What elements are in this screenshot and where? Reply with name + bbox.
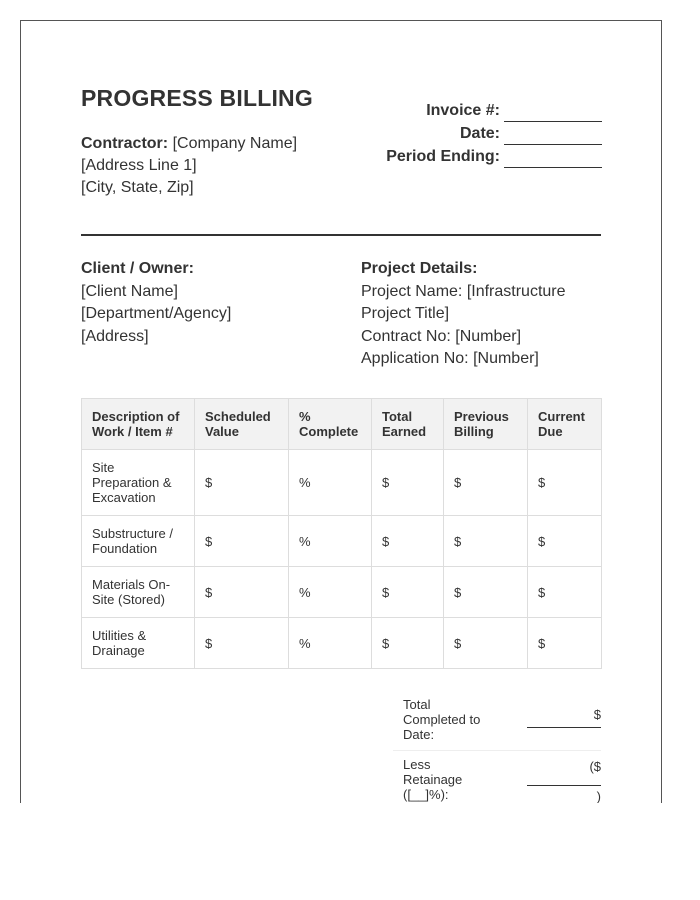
percent-complete-cell[interactable]: % (289, 516, 372, 567)
project-name-line2: Project Title] (361, 305, 450, 322)
item-description: Materials On-Site (Stored) (82, 567, 195, 618)
summary-block (393, 691, 601, 803)
column-header: % Complete (289, 399, 372, 450)
retainage-open: ($ (589, 759, 601, 774)
total-completed-value: $ (593, 707, 601, 722)
client-heading: Client / Owner: (81, 260, 194, 277)
previous-billing-cell[interactable]: $ (444, 516, 528, 567)
current-due-cell[interactable]: $ (528, 618, 602, 669)
total-completed-row (393, 691, 601, 751)
period-ending-label: Period Ending: (386, 148, 500, 165)
retainage-underline (527, 785, 601, 786)
contractor-address-line1: [Address Line 1] (81, 157, 197, 174)
total-completed-underline (527, 727, 601, 728)
page-title: PROGRESS BILLING (81, 85, 313, 111)
percent-complete-cell[interactable]: % (289, 567, 372, 618)
table-row (82, 567, 602, 618)
retainage-row (393, 751, 601, 803)
table-header-row (82, 399, 602, 450)
contract-number: Contract No: [Number] (361, 327, 522, 345)
column-header: Previous Billing (444, 399, 528, 450)
column-header: Current Due (528, 399, 602, 450)
item-description: Substructure / Foundation (82, 516, 195, 567)
total-earned-cell[interactable]: $ (372, 567, 444, 618)
previous-billing-cell[interactable]: $ (444, 567, 528, 618)
previous-billing-cell[interactable]: $ (444, 450, 528, 516)
retainage-field[interactable] (521, 757, 601, 803)
contractor-label: Contractor: (81, 135, 169, 152)
project-heading: Project Details: (361, 260, 478, 277)
invoice-number-field[interactable] (504, 106, 602, 122)
column-header: Scheduled Value (195, 399, 289, 450)
client-department: [Department/Agency] (81, 305, 232, 322)
column-header: Total Earned (372, 399, 444, 450)
item-description: Utilities & Drainage (82, 618, 195, 669)
percent-complete-cell[interactable]: % (289, 618, 372, 669)
current-due-cell[interactable]: $ (528, 516, 602, 567)
contractor-line (81, 133, 297, 155)
previous-billing-cell[interactable]: $ (444, 618, 528, 669)
item-description: Site Preparation & Excavation (82, 450, 195, 516)
invoice-date-field[interactable] (504, 129, 602, 145)
period-ending-field[interactable] (504, 152, 602, 168)
invoice-number-label: Invoice #: (426, 102, 500, 119)
total-completed-field[interactable] (521, 697, 601, 742)
scheduled-value-cell[interactable]: $ (195, 450, 289, 516)
current-due-cell[interactable]: $ (528, 567, 602, 618)
invoice-date-label: Date: (459, 125, 500, 142)
column-header: Description of Work / Item # (82, 399, 195, 450)
total-earned-cell[interactable]: $ (372, 516, 444, 567)
retainage-label: Less Retainage ([__]%): (403, 757, 463, 802)
scheduled-value-cell[interactable]: $ (195, 567, 289, 618)
project-block (361, 258, 601, 371)
period-ending-row (302, 145, 602, 168)
project-name-line1: Project Name: [Infrastructure (361, 282, 566, 300)
billing-table (81, 398, 602, 669)
scheduled-value-cell[interactable]: $ (195, 516, 289, 567)
section-divider (81, 234, 601, 236)
total-earned-cell[interactable]: $ (372, 618, 444, 669)
retainage-close: ) (596, 789, 601, 803)
invoice-number-row (302, 99, 602, 122)
contractor-name: [Company Name] (172, 135, 298, 152)
total-completed-label: Total Completed to Date: (403, 697, 481, 742)
percent-complete-cell[interactable]: % (289, 450, 372, 516)
client-block (81, 258, 341, 348)
client-name: [Client Name] (81, 282, 178, 300)
scheduled-value-cell[interactable]: $ (195, 618, 289, 669)
current-due-cell[interactable]: $ (528, 450, 602, 516)
table-row (82, 450, 602, 516)
invoice-info-block (302, 99, 602, 168)
contractor-address-line2: [City, State, Zip] (81, 179, 194, 196)
contractor-block (81, 133, 297, 199)
table-row (82, 516, 602, 567)
invoice-page (20, 20, 662, 803)
invoice-date-row (302, 122, 602, 145)
total-earned-cell[interactable]: $ (372, 450, 444, 516)
table-row (82, 618, 602, 669)
client-address: [Address] (81, 327, 149, 345)
application-number: Application No: [Number] (361, 350, 539, 367)
